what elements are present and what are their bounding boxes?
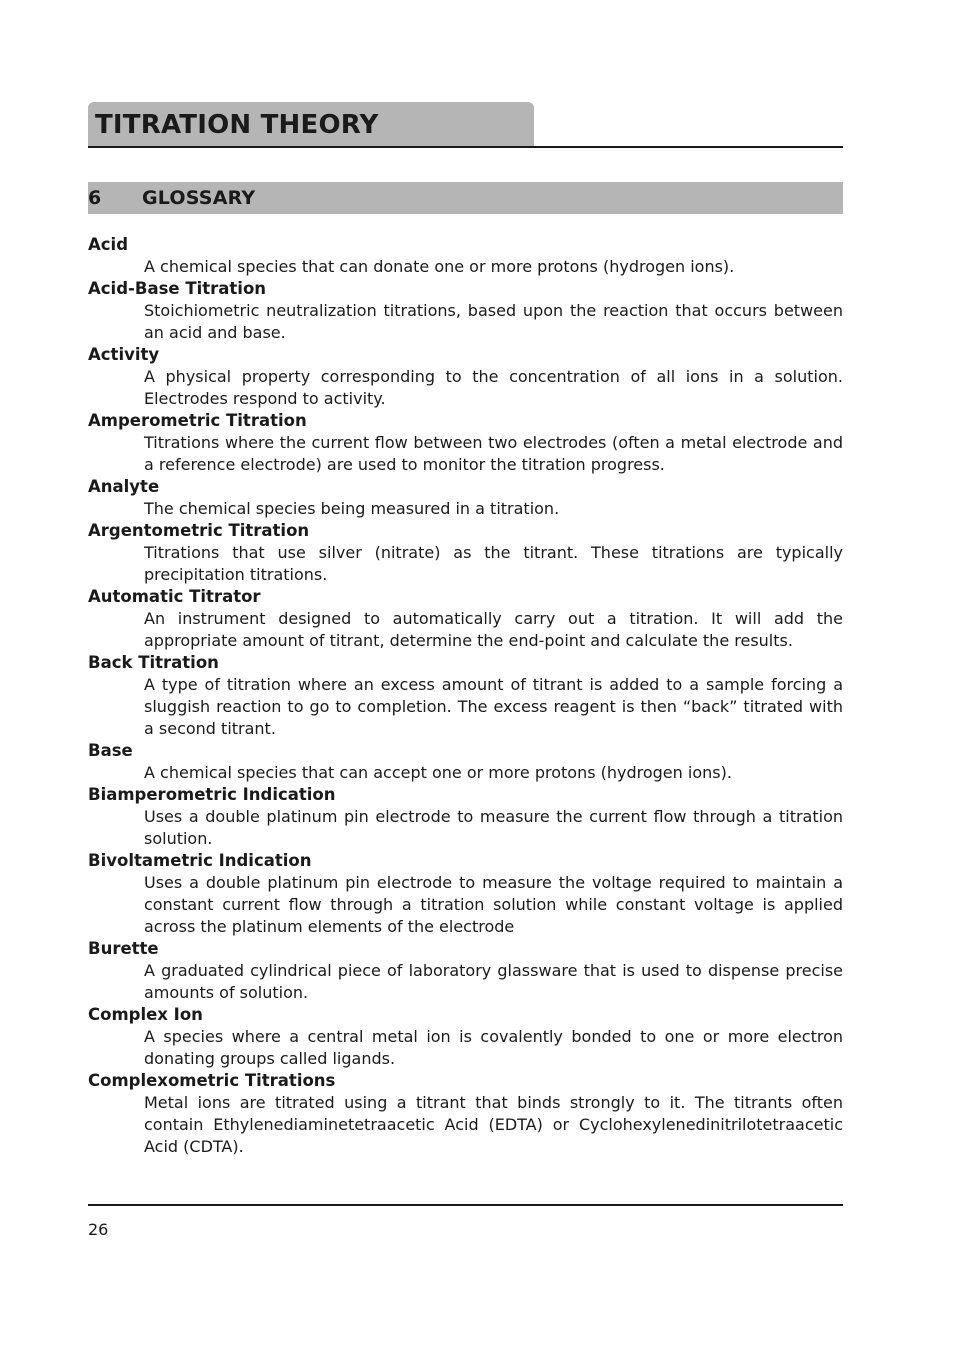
glossary-definition: An instrument designed to automatically carry out a titration. It will add the appropriate amount of titrant, determine the end-point and calculate the results. [144, 609, 843, 650]
glossary-term: Base [88, 741, 133, 760]
glossary-term: Acid [88, 235, 129, 254]
glossary-entry [88, 476, 843, 520]
glossary-term: Bivoltametric Indication [88, 851, 312, 870]
glossary-entry [88, 1004, 843, 1070]
glossary-definition: Stoichiometric neutralization titrations, based upon the reaction that occurs between an acid and base. [144, 301, 843, 342]
footer-divider [88, 1204, 843, 1206]
glossary-entry [88, 850, 843, 938]
glossary-term: Back Titration [88, 653, 219, 672]
glossary-term: Analyte [88, 477, 160, 496]
glossary-definition: A physical property corresponding to the concentration of all ions in a solution. Electrodes respond to activity. [144, 367, 843, 408]
glossary-entry [88, 652, 843, 740]
glossary-term: Amperometric Titration [88, 411, 307, 430]
glossary-entry [88, 938, 843, 1004]
glossary-term: Biamperometric Indication [88, 785, 336, 804]
glossary-definition: A chemical species that can donate one or more protons (hydrogen ions). [144, 257, 735, 276]
glossary-definition: Uses a double platinum pin electrode to measure the voltage required to maintain a constant current flow through a titration solution while constant voltage is applied across the platinum elements of the electrode [144, 873, 843, 936]
glossary-definition: Uses a double platinum pin electrode to measure the current flow through a titration solution. [144, 807, 843, 848]
glossary-entry [88, 586, 843, 652]
glossary-definition: Titrations that use silver (nitrate) as the titrant. These titrations are typically precipitation titrations. [144, 543, 843, 584]
glossary-definition: Metal ions are titrated using a titrant that binds strongly to it. The titrants often contain Ethylenediaminetetraacetic Acid (EDTA) or Cyclohexylenedinitrilotetraacetic Acid (CDTA). [144, 1093, 843, 1156]
glossary-term: Acid-Base Titration [88, 279, 267, 298]
glossary-entry [88, 784, 843, 850]
glossary-entry [88, 278, 843, 344]
glossary-term: Complexometric Titrations [88, 1071, 336, 1090]
chapter-title: TITRATION THEORY [95, 110, 379, 140]
section-number: 6 [88, 187, 102, 209]
page-number: 26 [88, 1220, 109, 1239]
glossary-entry [88, 344, 843, 410]
glossary-entry [88, 740, 843, 784]
glossary-term: Automatic Titrator [88, 587, 261, 606]
glossary-term: Activity [88, 345, 160, 364]
glossary-entry [88, 410, 843, 476]
glossary-list [88, 234, 843, 1158]
glossary-term: Burette [88, 939, 159, 958]
glossary-definition: Titrations where the current flow between two electrodes (often a metal electrode and a reference electrode) are used to monitor the titration progress. [144, 433, 843, 474]
glossary-definition: A species where a central metal ion is covalently bonded to one or more electron donating groups called ligands. [144, 1027, 843, 1068]
glossary-entry [88, 234, 843, 278]
glossary-definition: A chemical species that can accept one or more protons (hydrogen ions). [144, 763, 732, 782]
glossary-definition: A graduated cylindrical piece of laboratory glassware that is used to dispense precise amounts of solution. [144, 961, 843, 1002]
header-divider [88, 146, 843, 148]
glossary-definition: A type of titration where an excess amount of titrant is added to a sample forcing a sluggish reaction to go to completion. The excess reagent is then “back” titrated with a second titrant. [144, 675, 843, 738]
glossary-entry [88, 1070, 843, 1158]
section-title: GLOSSARY [142, 187, 256, 209]
glossary-definition: The chemical species being measured in a titration. [144, 499, 560, 518]
glossary-entry [88, 520, 843, 586]
glossary-term: Complex Ion [88, 1005, 203, 1024]
glossary-term: Argentometric Titration [88, 521, 310, 540]
